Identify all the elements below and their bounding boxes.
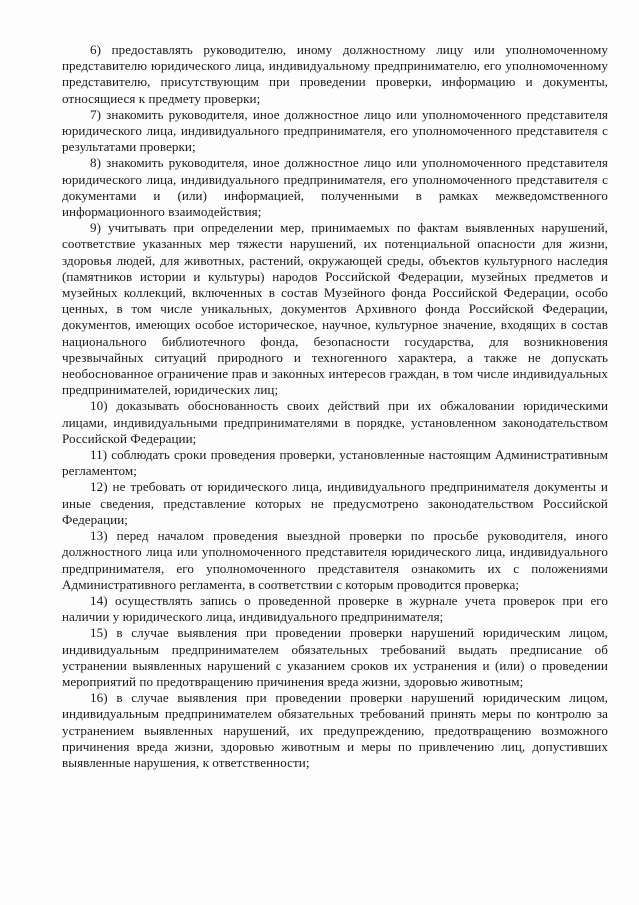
list-item-11: 11) соблюдать сроки проведения проверки, установленные настоящим Административным регламентом; xyxy=(62,447,608,479)
list-item-9: 9) учитывать при определении мер, принимаемых по фактам выявленных нарушений, соответствие указанных мер тяжести нарушений, их потенциальной опасности для жизни, здоровья людей, для животных, растений, окружающей среды, объектов культурного наследия (памятников истории и культуры) народов Российской Федерации, музейных предметов и музейных коллекций, включенных в состав Музейного фонда Российской Федерации, особо ценных, в том числе уникальных, документов Архивного фонда Российской Федерации, документов, имеющих особое историческое, научное, культурное значение, входящих в состав национального библиотечного фонда, безопасности государства, для возникновения чрезвычайных ситуаций природного и техногенного характера, а также не допускать необоснованное ограничение прав и законных интересов граждан, в том числе индивидуальных предпринимателей, юридических лиц; xyxy=(62,220,608,398)
list-item-15: 15) в случае выявления при проведении проверки нарушений юридическим лицом, индивидуальным предпринимателем обязательных требований выдать предписание об устранении выявленных нарушений с указанием сроков их устранения и (или) о проведении мероприятий по предотвращению причинения вреда жизни, здоровью животным; xyxy=(62,625,608,689)
list-item-14: 14) осуществлять запись о проведенной проверке в журнале учета проверок при его наличии у юридического лица, индивидуального предпринимателя; xyxy=(62,592,608,625)
list-item-7: 7) знакомить руководителя, иное должностное лицо или уполномоченного представителя юридического лица, индивидуального предпринимателя, его уполномоченного представителя с результатами проверки; xyxy=(62,106,608,155)
list-item-10: 10) доказывать обоснованность своих действий при их обжаловании юридическими лицами, индивидуальными предпринимателями в порядке, установленном законодательством Российской Федерации; xyxy=(62,398,608,446)
list-item-8: 8) знакомить руководителя, иное должностное лицо или уполномоченного представителя юридического лица, индивидуального предпринимателя, его уполномоченного представителя с документами и (или) информацией, полученными в рамках межведомственного информационного взаимодействия; xyxy=(62,155,608,220)
list-item-16: 16) в случае выявления при проведении проверки нарушений юридическим лицом, индивидуальным предпринимателем обязательных требований принять меры по контролю за устранением выявленных нарушений, их предупреждению, предотвращению возможного причинения вреда жизни, здоровью животным и меры по привлечению лиц, допустивших выявленные нарушения, к ответственности; xyxy=(62,690,608,770)
list-item-6: 6) предоставлять руководителю, иному должностному лицу или уполномоченному представителю юридического лица, индивидуальному предпринимателю, его уполномоченному представителю, присутствующим при проведении проверки, информацию и документы, относящиеся к предмету проверки; xyxy=(62,42,608,106)
document-body xyxy=(62,42,608,771)
list-item-13: 13) перед началом проведения выездной проверки по просьбе руководителя, иного должностного лица или уполномоченного представителя юридического лица, индивидуального предпринимателя, его уполномоченного представителя ознакомить их с положениями Административного регламента, в соответствии с которым проводится проверка; xyxy=(62,528,608,592)
list-item-12: 12) не требовать от юридического лица, индивидуального предпринимателя документы и иные сведения, представление которых не предусмотрено законодательством Российской Федерации; xyxy=(62,479,608,527)
